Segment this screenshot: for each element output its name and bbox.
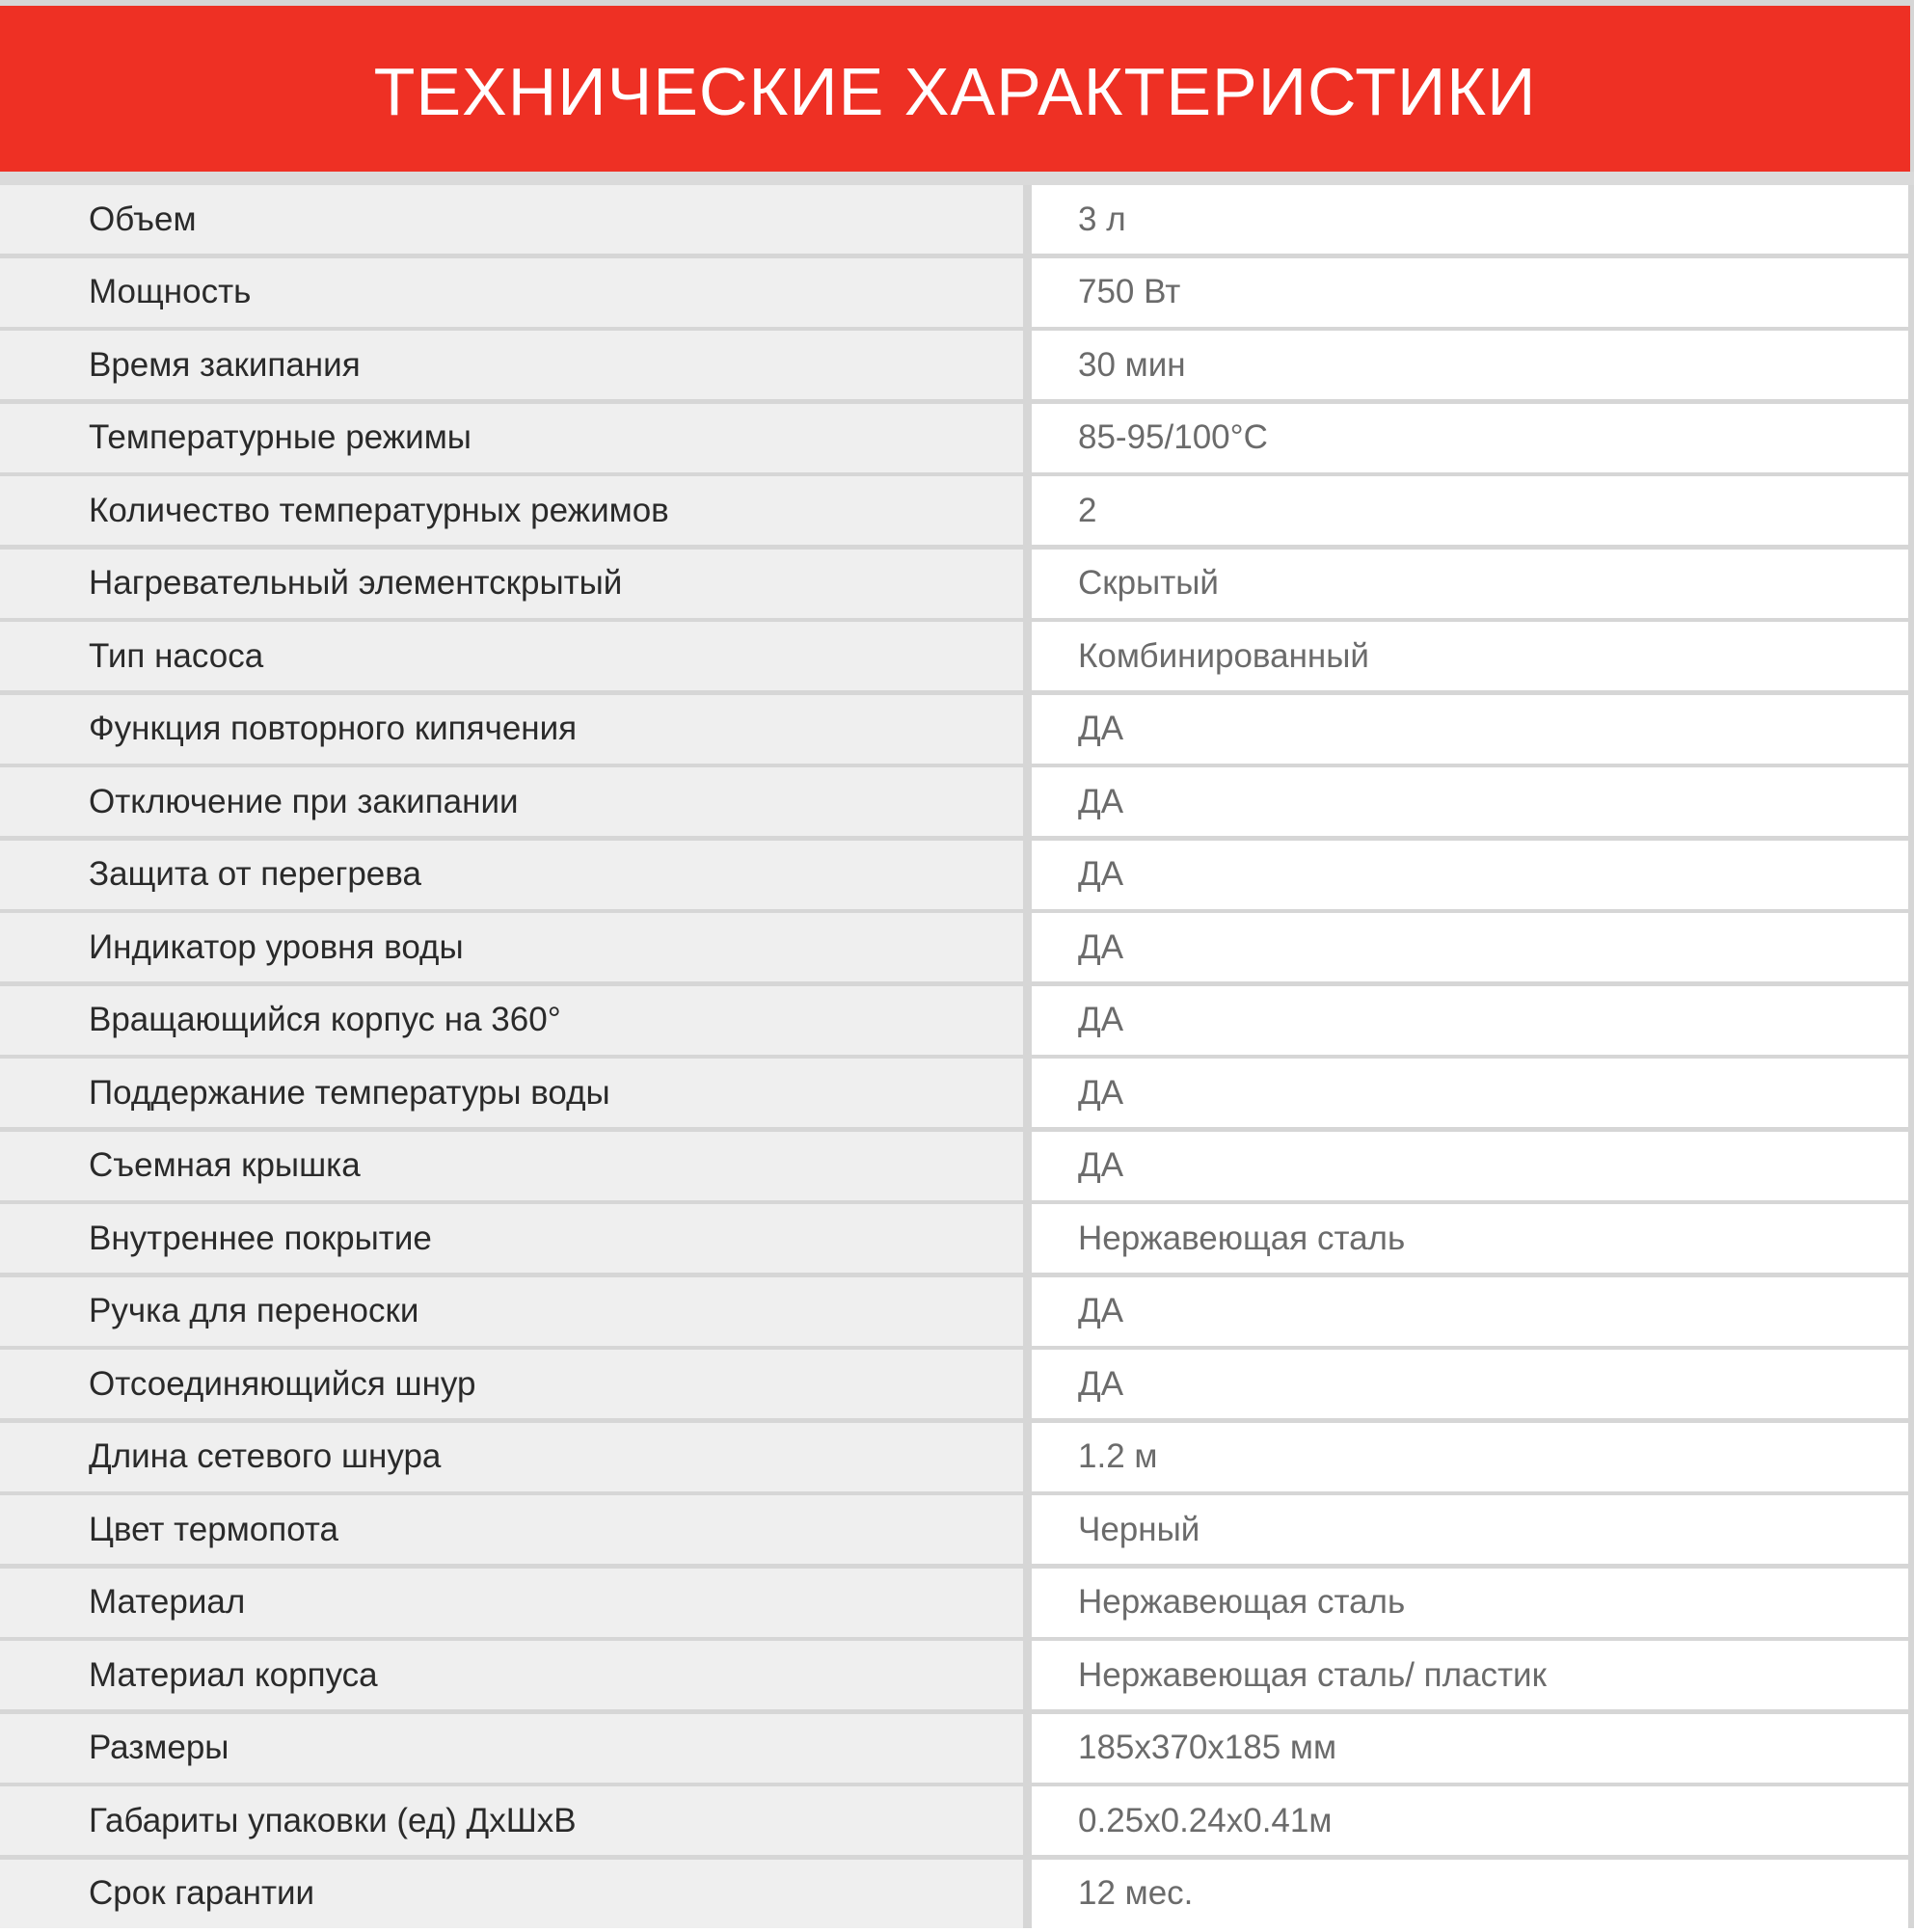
page-title: ТЕХНИЧЕСКИЕ ХАРАКТЕРИСТИКИ xyxy=(374,58,1537,125)
spec-value-cell xyxy=(1032,1786,1908,1855)
spec-value-cell xyxy=(1032,331,1908,399)
spec-value: 30 мин xyxy=(1032,346,1186,385)
spec-value: ДА xyxy=(1032,1074,1123,1113)
spec-value: 185x370x185 мм xyxy=(1032,1729,1336,1767)
table-row xyxy=(0,1860,1914,1932)
spec-label-cell xyxy=(0,1350,1023,1418)
spec-label: Срок гарантии xyxy=(0,1874,314,1913)
table-row xyxy=(0,695,1914,768)
spec-label-cell xyxy=(0,1423,1023,1491)
spec-value: ДА xyxy=(1032,1365,1123,1404)
spec-label-cell xyxy=(0,185,1023,254)
spec-label-cell xyxy=(0,622,1023,690)
spec-value: 85-95/100°С xyxy=(1032,418,1268,457)
spec-label-cell xyxy=(0,841,1023,909)
spec-value: 0.25x0.24x0.41м xyxy=(1032,1802,1332,1840)
table-row xyxy=(0,550,1914,623)
spec-label: Время закипания xyxy=(0,346,361,385)
spec-value-cell xyxy=(1032,841,1908,909)
spec-label-cell xyxy=(0,476,1023,545)
spec-value: Скрытый xyxy=(1032,564,1219,603)
spec-label: Функция повторного кипячения xyxy=(0,710,577,748)
spec-value: ДА xyxy=(1032,1146,1123,1185)
table-row xyxy=(0,1059,1914,1132)
spec-label-cell xyxy=(0,1714,1023,1783)
spec-value-cell xyxy=(1032,476,1908,545)
spec-label-cell xyxy=(0,1860,1023,1928)
specs-table xyxy=(0,185,1914,1932)
spec-value-cell xyxy=(1032,1204,1908,1273)
spec-value: ДА xyxy=(1032,928,1123,967)
spec-label-cell xyxy=(0,1277,1023,1346)
spec-value: ДА xyxy=(1032,783,1123,821)
spec-label-cell xyxy=(0,913,1023,981)
spec-value: ДА xyxy=(1032,710,1123,748)
table-row xyxy=(0,258,1914,332)
spec-label-cell xyxy=(0,404,1023,472)
spec-value-cell xyxy=(1032,258,1908,327)
spec-label-cell xyxy=(0,986,1023,1055)
spec-value: 2 xyxy=(1032,492,1096,530)
spec-value-cell xyxy=(1032,550,1908,618)
spec-label-cell xyxy=(0,695,1023,764)
spec-label-cell xyxy=(0,550,1023,618)
spec-label-cell xyxy=(0,331,1023,399)
spec-label-cell xyxy=(0,1059,1023,1127)
spec-label: Габариты упаковки (ед) ДхШхВ xyxy=(0,1802,577,1840)
spec-value-cell xyxy=(1032,404,1908,472)
spec-label: Отсоединяющийся шнур xyxy=(0,1365,475,1404)
spec-label-cell xyxy=(0,767,1023,836)
spec-label: Мощность xyxy=(0,273,251,311)
spec-value-cell xyxy=(1032,622,1908,690)
spec-value-cell xyxy=(1032,913,1908,981)
spec-label: Индикатор уровня воды xyxy=(0,928,464,967)
table-row xyxy=(0,1132,1914,1205)
spec-value-cell xyxy=(1032,1132,1908,1200)
spec-value-cell xyxy=(1032,185,1908,254)
spec-label-cell xyxy=(0,1132,1023,1200)
spec-label: Вращающийся корпус на 360° xyxy=(0,1001,561,1039)
header-banner xyxy=(0,6,1910,172)
spec-value-cell xyxy=(1032,1059,1908,1127)
table-row xyxy=(0,476,1914,550)
spec-value: Черный xyxy=(1032,1511,1200,1549)
spec-value-cell xyxy=(1032,986,1908,1055)
spec-label-cell xyxy=(0,1641,1023,1709)
table-row xyxy=(0,767,1914,841)
spec-value-cell xyxy=(1032,1714,1908,1783)
spec-value: Нержавеющая сталь xyxy=(1032,1583,1405,1622)
table-row xyxy=(0,185,1914,258)
spec-value-cell xyxy=(1032,695,1908,764)
spec-value-cell xyxy=(1032,1641,1908,1709)
spec-value: 12 мес. xyxy=(1032,1874,1193,1913)
table-row xyxy=(0,1569,1914,1642)
spec-label: Внутреннее покрытие xyxy=(0,1220,432,1258)
spec-label: Поддержание температуры воды xyxy=(0,1074,610,1113)
table-row xyxy=(0,841,1914,914)
spec-value: ДА xyxy=(1032,855,1123,894)
spec-value-cell xyxy=(1032,1277,1908,1346)
spec-label-cell xyxy=(0,1495,1023,1564)
spec-label: Длина сетевого шнура xyxy=(0,1437,441,1476)
spec-label: Нагревательный элементскрытый xyxy=(0,564,622,603)
spec-label-cell xyxy=(0,258,1023,327)
spec-value: Нержавеющая сталь/ пластик xyxy=(1032,1656,1547,1695)
spec-label: Отключение при закипании xyxy=(0,783,519,821)
spec-label-cell xyxy=(0,1569,1023,1637)
spec-label: Количество температурных режимов xyxy=(0,492,669,530)
spec-value-cell xyxy=(1032,1495,1908,1564)
table-row xyxy=(0,622,1914,695)
spec-label: Ручка для переноски xyxy=(0,1292,418,1330)
table-row xyxy=(0,404,1914,477)
spec-label-cell xyxy=(0,1786,1023,1855)
spec-label: Материал xyxy=(0,1583,245,1622)
spec-value-cell xyxy=(1032,767,1908,836)
table-row xyxy=(0,986,1914,1060)
spec-label: Съемная крышка xyxy=(0,1146,361,1185)
table-row xyxy=(0,1641,1914,1714)
spec-value: 3 л xyxy=(1032,201,1126,239)
table-row xyxy=(0,1714,1914,1787)
table-row xyxy=(0,1350,1914,1423)
spec-label-cell xyxy=(0,1204,1023,1273)
spec-label: Тип насоса xyxy=(0,637,263,676)
spec-value: 750 Вт xyxy=(1032,273,1180,311)
table-row xyxy=(0,331,1914,404)
spec-value: ДА xyxy=(1032,1292,1123,1330)
spec-label: Объем xyxy=(0,201,197,239)
header-divider xyxy=(0,172,1914,185)
spec-value: ДА xyxy=(1032,1001,1123,1039)
spec-label: Защита от перегрева xyxy=(0,855,421,894)
table-row xyxy=(0,1786,1914,1860)
table-row xyxy=(0,1204,1914,1277)
table-row xyxy=(0,1277,1914,1351)
table-row xyxy=(0,913,1914,986)
table-row xyxy=(0,1423,1914,1496)
spec-value-cell xyxy=(1032,1860,1908,1928)
spec-label: Температурные режимы xyxy=(0,418,472,457)
spec-label: Цвет термопота xyxy=(0,1511,338,1549)
spec-value-cell xyxy=(1032,1423,1908,1491)
spec-value: 1.2 м xyxy=(1032,1437,1157,1476)
spec-value: Нержавеющая сталь xyxy=(1032,1220,1405,1258)
spec-value-cell xyxy=(1032,1569,1908,1637)
spec-label: Размеры xyxy=(0,1729,229,1767)
spec-value-cell xyxy=(1032,1350,1908,1418)
spec-label: Материал корпуса xyxy=(0,1656,378,1695)
spec-value: Комбинированный xyxy=(1032,637,1369,676)
table-row xyxy=(0,1495,1914,1569)
